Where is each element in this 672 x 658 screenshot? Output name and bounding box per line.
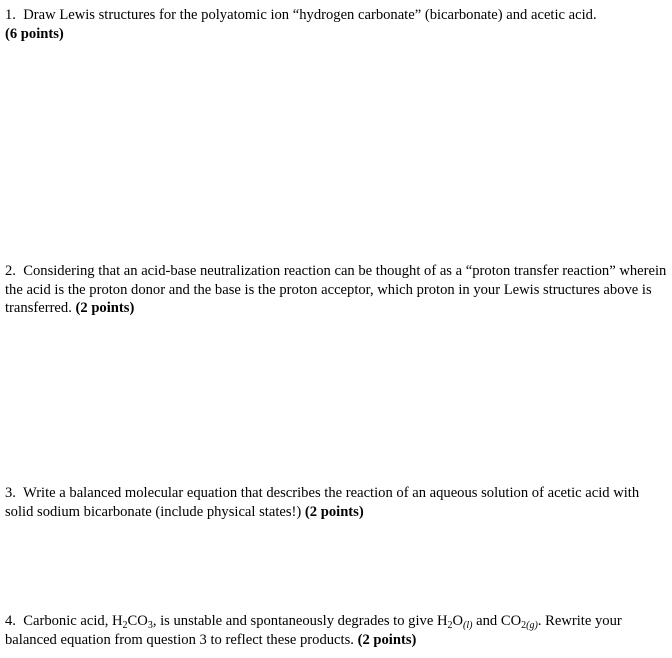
formula-carbonic-acid-sub-3: 3	[147, 620, 153, 631]
formula-carbonic-acid-sub-2: 2	[122, 620, 128, 631]
question-3-number: 3.	[5, 485, 16, 501]
question-1-text: Draw Lewis structures for the polyatomic ion “hydrogen carbonate” (bicarbonate) and acetic acid.	[23, 7, 597, 23]
question-3-text: Write a balanced molecular equation that describes the reaction of an aqueous solution of acetic acid with solid sodium bicarbonate (include physical states!)	[5, 485, 640, 520]
question-2-points: (2 points)	[75, 300, 135, 316]
question-4-number: 4.	[5, 613, 16, 629]
formula-carbon-dioxide-sub	[521, 620, 538, 631]
question-2-text: Considering that an acid-base neutralization reaction can be thought of as a “proton transfer reaction” wherein the acid is the proton donor and the base is the proton acceptor, which proton in your Lewis structures above is transferred.	[5, 263, 667, 316]
question-4	[5, 612, 669, 649]
formula-water-h: H	[436, 613, 448, 629]
question-1-number: 1.	[5, 7, 16, 23]
question-4-text-c: and	[472, 613, 501, 629]
formula-water	[437, 613, 473, 629]
formula-water-o: O	[452, 613, 464, 629]
formula-carbonic-acid	[112, 613, 153, 629]
formula-carbon-dioxide-sub-2: 2	[521, 620, 527, 631]
formula-water-sub-2: 2	[447, 620, 453, 631]
question-4-text-d: . Rewrite your balanced equation from question 3 to reflect these products.	[5, 613, 622, 648]
formula-carbonic-acid-co: CO	[127, 613, 148, 629]
question-4-points: (2 points)	[357, 631, 417, 648]
question-2-number: 2.	[5, 263, 16, 279]
question-2	[5, 262, 669, 318]
question-4-text-b: , is unstable and spontaneously degrades to give	[152, 613, 437, 629]
formula-carbon-dioxide	[501, 613, 538, 629]
formula-carbon-dioxide-state: (g)	[526, 620, 538, 631]
question-1	[5, 6, 669, 43]
question-4-text-a: Carbonic acid,	[23, 613, 112, 629]
question-1-points: (6 points)	[5, 25, 64, 42]
formula-water-state: (l)	[463, 620, 473, 631]
formula-carbonic-acid-h: H	[112, 613, 123, 629]
formula-carbon-dioxide-co: CO	[500, 613, 522, 629]
question-3	[5, 484, 669, 521]
question-3-points: (2 points)	[304, 503, 364, 520]
